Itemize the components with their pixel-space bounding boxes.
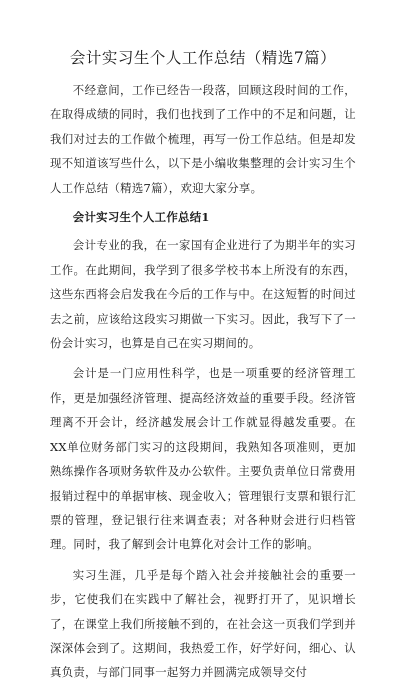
section-heading: 会计实习生个人工作总结1 — [72, 210, 210, 225]
body-paragraph: 会计是一门应用性科学，也是一项重要的经济管理工作，更是加强经济管理、提高经济效益的重要手段。经济管理离不开会计，经济越发展会计工作就显得越发重要。在XX单位财务部门实习的这段期间，我熟知各项准则，更加熟练操作各项财务软件及办公软件。主要负责单位日常费用报销过程中的单据审核、现金收入；管理银行支票和银行汇票的管理，登记银行往来调查表；对各种财会进行归档管理。同时，我了解到会计电算化对会计工作的影响。 — [50, 366, 356, 552]
body-paragraph: 实习生涯，几乎是每个踏入社会并接触社会的重要一步，它使我们在实践中了解社会，视野打开了，见识增长了，在课堂上我们所接触不到的，在社会这一页我们学到并深深体会到了。这期间，我热爱工作，好学好问，细心、认真负责，与部门同事一起努力并圆满完成领导交付 — [50, 567, 356, 680]
document-title: 会计实习生个人工作总结（精选7篇） — [69, 49, 337, 67]
body-paragraph: 会计专业的我，在一家国有企业进行了为期半年的实习工作。在此期间，我学到了很多学校书本上所没有的东西，这些东西将会启发我在今后的工作与中。在这短暂的时间过去之前，应该给这段实习期做一下实习。因此，我写下了一份会计实习，也算是自己在实习期间的。 — [50, 238, 356, 351]
intro-paragraph: 不经意间，工作已经告一段落，回顾这段时间的工作，在取得成绩的同时，我们也找到了工作中的不足和问题，让我们对过去的工作做个梳理，再写一份工作总结。但是却发现不知道该写些什么，以下是小编收集整理的会计实习生个人工作总结（精选7篇），欢迎大家分享。 — [50, 83, 356, 195]
